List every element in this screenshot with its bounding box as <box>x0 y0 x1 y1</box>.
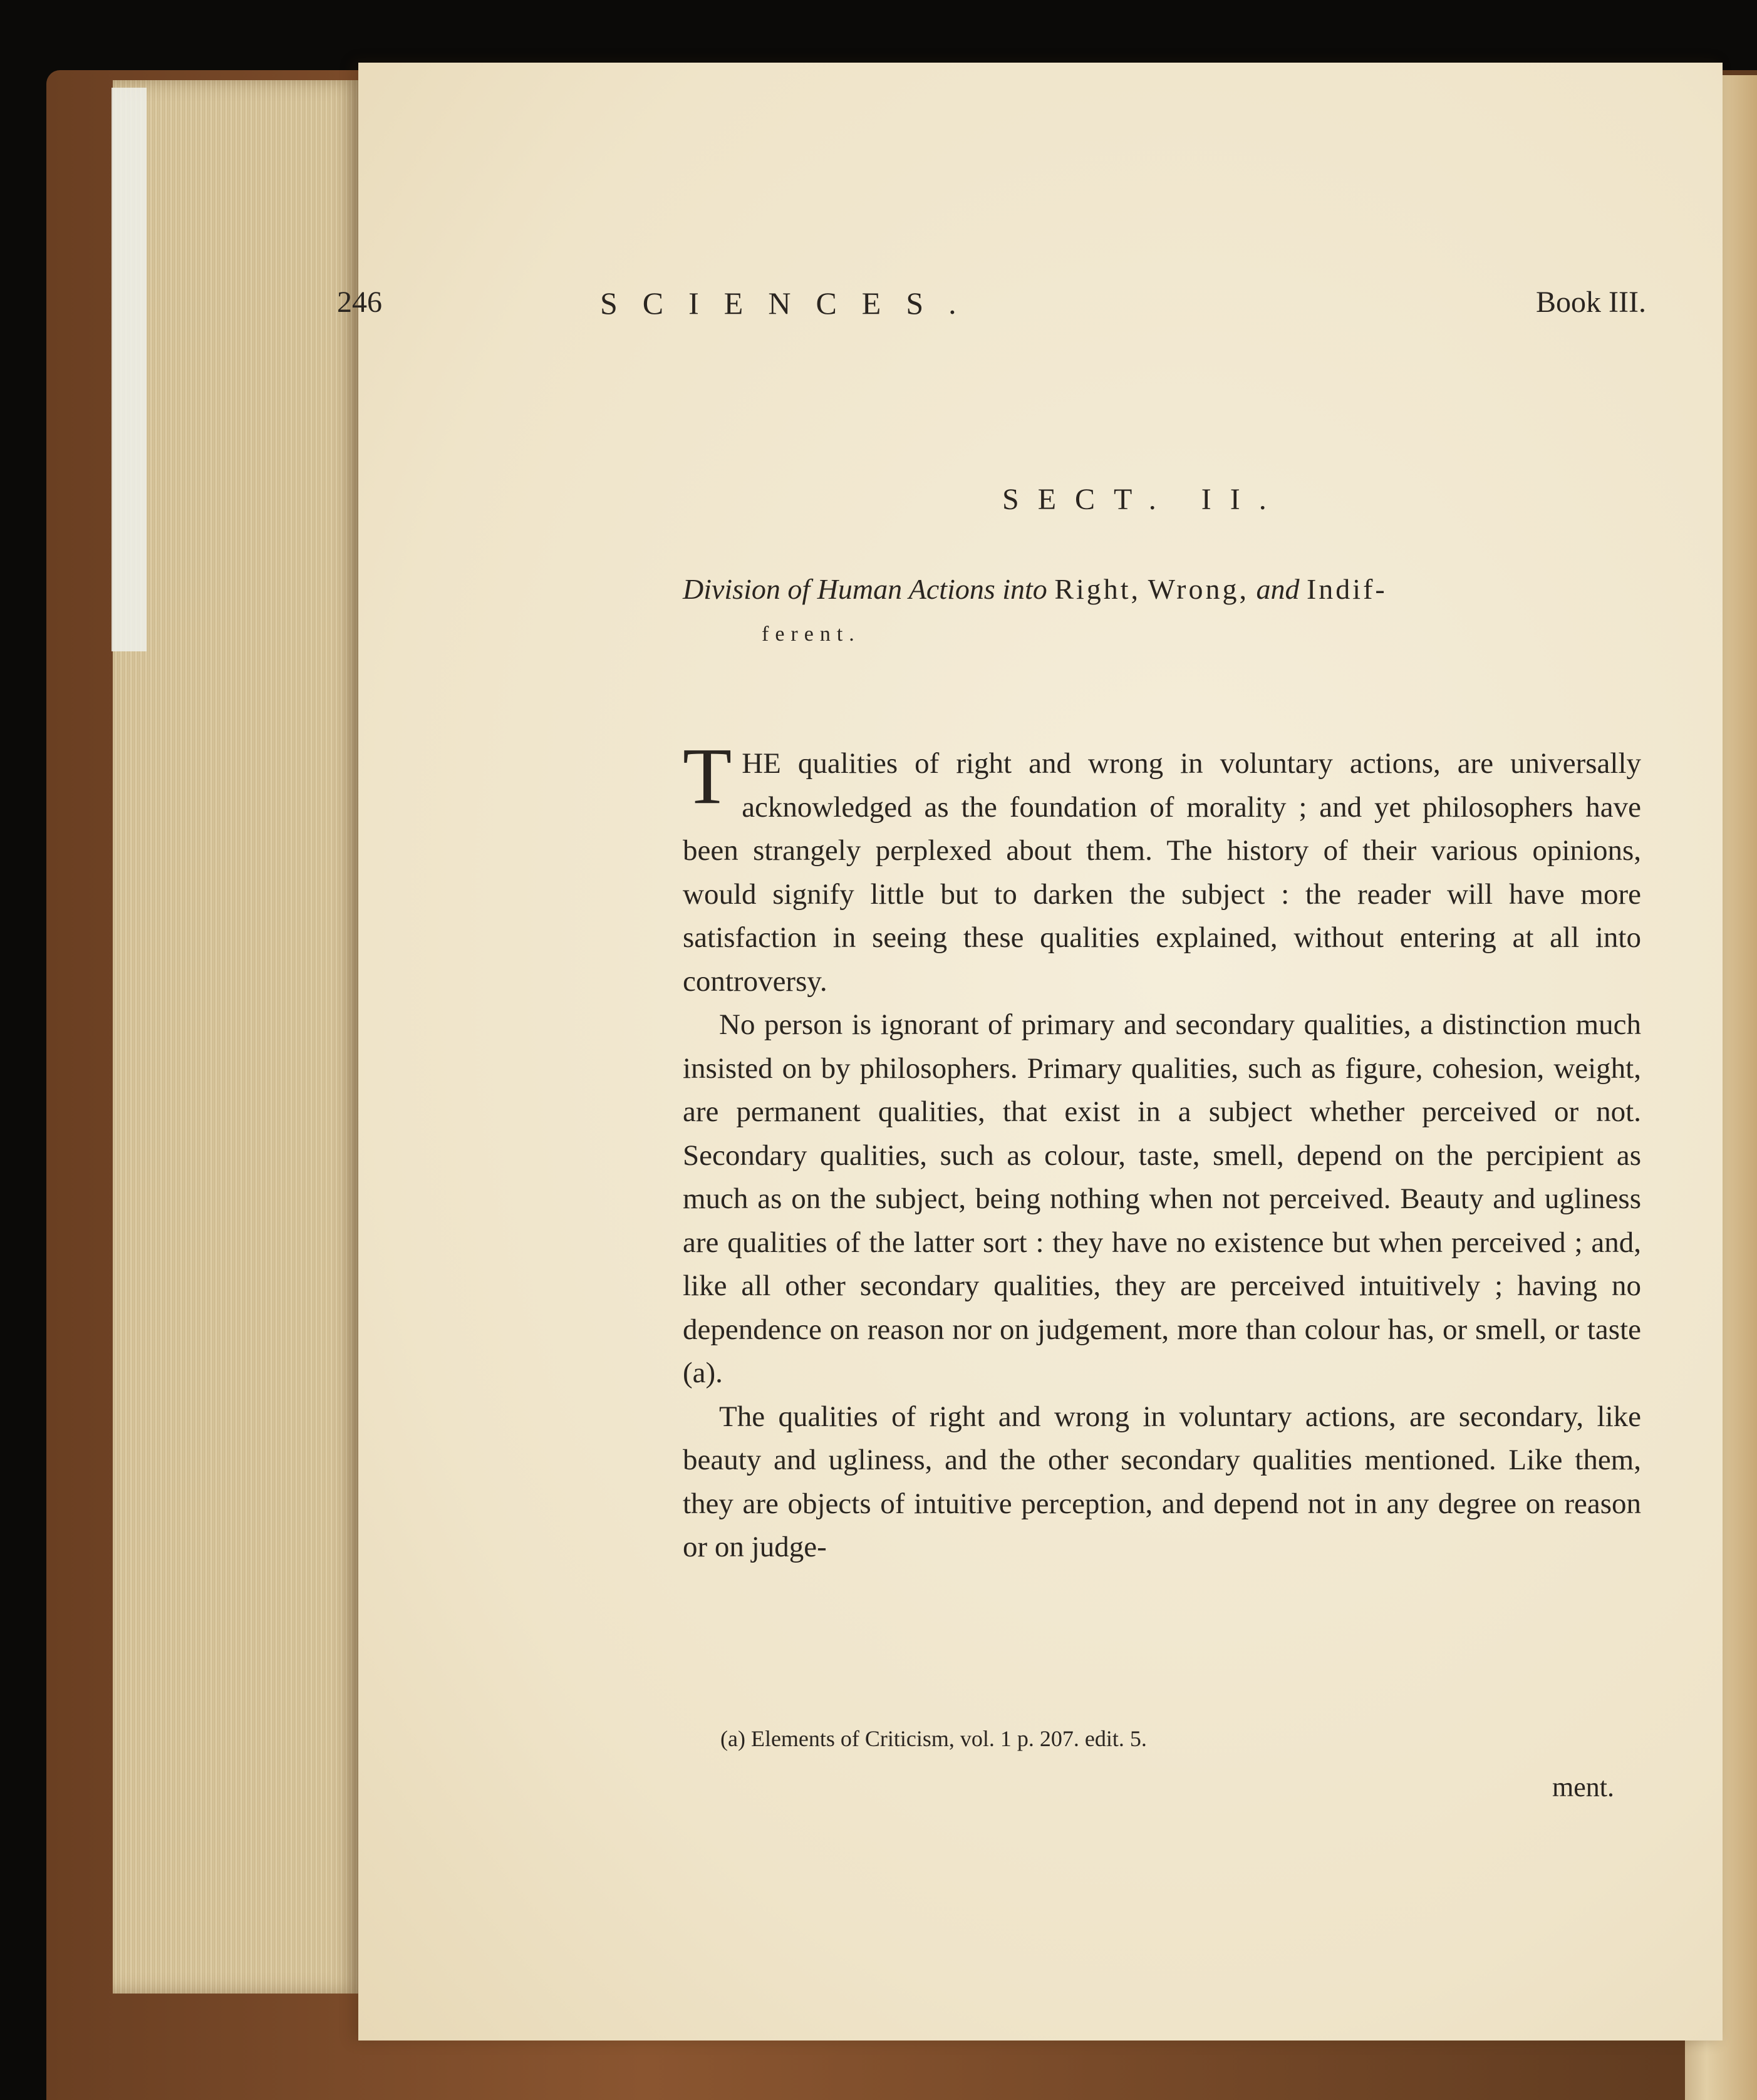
section-heading: SECT. II. <box>1002 483 1285 516</box>
book-label: Book III. <box>1536 286 1646 319</box>
paragraph-2: No person is ignorant of primary and secondary qualities, a distinction much insisted on by philosophers. Primary qualities, such as figure, cohesion, weight, are permanent qualities, that exist in a subject whether perceived or not. Secondary qualities, such as colour, taste, smell, depend on the percipient as much as on the subject, being nothing when not perceived. Beauty and ugliness are qualities of the latter sort : they have no existence but when perceived ; and, like all other secondary qualities, they are perceived intuitively ; having no dependence on reason nor on judgement, more than colour has, or smell, or taste (a). <box>683 1008 1641 1389</box>
paragraph-1-text: HE qualities of right and wrong in voluntary actions, are universally acknowledged as the foundation of morality ; and yet philosophers have been strangely perplexed about them. The history of their various opinions, would signify little but to darken the subject : the reader will have more satisfaction in seeing these qualities explained, without entering at all into controversy. <box>683 747 1641 998</box>
section-title <box>683 567 1647 657</box>
catchword: ment. <box>1552 1772 1614 1803</box>
endpaper-strip <box>111 88 147 651</box>
footnote: (a) Elements of Criticism, vol. 1 p. 207. edit. 5. <box>720 1726 1147 1751</box>
running-title: SCIENCES. <box>600 286 982 321</box>
drop-cap: T <box>683 732 732 820</box>
paragraph-1 <box>683 732 1641 1003</box>
paragraph-3: The qualities of right and wrong in voluntary actions, are secondary, like beauty and ugliness, and the other secondary qualities mentioned. Like them, they are objects of intuitive perception, and depend not in any degree on reason or on judge- <box>683 1400 1641 1563</box>
running-header <box>337 285 1646 341</box>
section-title-right: Right, <box>1054 573 1141 605</box>
section-title-wrong: Wrong, <box>1148 573 1249 605</box>
section-title-and: and <box>1256 573 1300 605</box>
body-text <box>683 732 1641 1570</box>
section-title-italic: Division of Human Actions into <box>683 573 1047 605</box>
section-title-indif: Indif- <box>1306 573 1387 605</box>
page-block-edge <box>113 80 363 1994</box>
page-number: 246 <box>337 286 382 319</box>
section-title-ferent: ferent. <box>762 623 861 646</box>
